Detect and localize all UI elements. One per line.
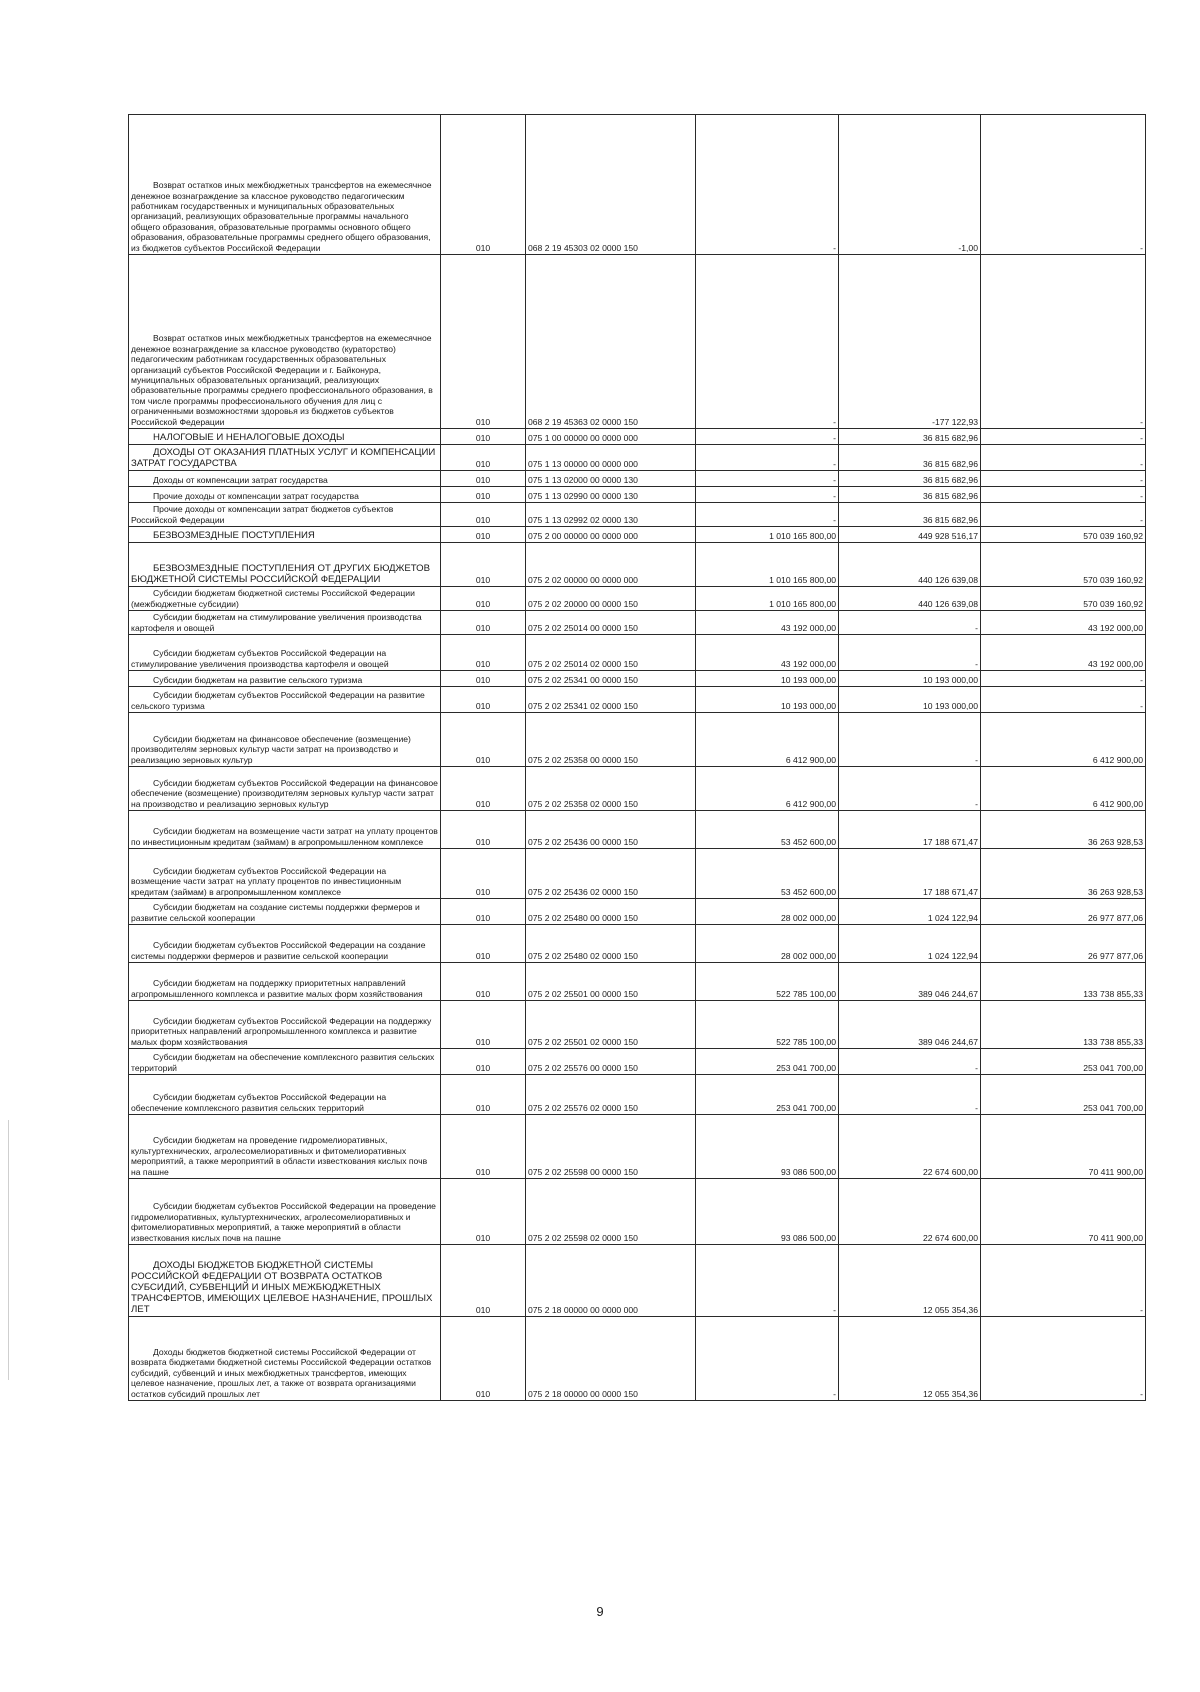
row-approved-amount: 522 785 100,00: [696, 963, 839, 1001]
row-name: БЕЗВОЗМЕЗДНЫЕ ПОСТУПЛЕНИЯ: [129, 527, 441, 543]
row-unexecuted-amount: 570 039 160,92: [981, 527, 1146, 543]
row-executed-amount: -: [839, 767, 981, 811]
table-row: [129, 1075, 1146, 1115]
row-kbk-code: 075 2 02 00000 00 0000 000: [526, 543, 696, 587]
row-approved-amount: 43 192 000,00: [696, 611, 839, 635]
row-executed-amount: 22 674 600,00: [839, 1115, 981, 1179]
table-row: [129, 487, 1146, 503]
row-code: 010: [441, 963, 526, 1001]
table-row: [129, 963, 1146, 1001]
row-executed-amount: 36 815 682,96: [839, 429, 981, 445]
row-code: 010: [441, 527, 526, 543]
row-kbk-code: 075 2 02 25576 00 0000 150: [526, 1049, 696, 1075]
table-row: [129, 899, 1146, 925]
row-unexecuted-amount: 43 192 000,00: [981, 611, 1146, 635]
row-executed-amount: 36 815 682,96: [839, 445, 981, 471]
row-executed-amount: 440 126 639,08: [839, 587, 981, 611]
row-kbk-code: 075 2 02 20000 00 0000 150: [526, 587, 696, 611]
row-name: БЕЗВОЗМЕЗДНЫЕ ПОСТУПЛЕНИЯ ОТ ДРУГИХ БЮДЖЕТОВ БЮДЖЕТНОЙ СИСТЕМЫ РОССИЙСКОЙ ФЕДЕРАЦИИ: [129, 543, 441, 587]
row-kbk-code: 075 1 13 00000 00 0000 000: [526, 445, 696, 471]
row-executed-amount: 12 055 354,36: [839, 1245, 981, 1317]
row-code: 010: [441, 671, 526, 687]
row-executed-amount: 1 024 122,94: [839, 899, 981, 925]
row-approved-amount: 93 086 500,00: [696, 1179, 839, 1245]
row-unexecuted-amount: 133 738 855,33: [981, 1001, 1146, 1049]
row-approved-amount: 10 193 000,00: [696, 671, 839, 687]
row-code: 010: [441, 849, 526, 899]
row-kbk-code: 068 2 19 45363 02 0000 150: [526, 255, 696, 429]
row-name: Возврат остатков иных межбюджетных трансфертов на ежемесячное денежное вознаграждение за классное руководство (кураторство) педагогическим работникам государственных образовательных организаций субъектов Российской Федерации и г. Байконура, муниципальных образовательных организаций, реализующих образовательные программы среднего профессионального образования, в том числе программы профессионального обучения для лиц с ограниченными возможностями здоровья из бюджетов субъектов Российской Федерации: [129, 255, 441, 429]
row-approved-amount: 522 785 100,00: [696, 1001, 839, 1049]
row-unexecuted-amount: 43 192 000,00: [981, 635, 1146, 671]
row-name: ДОХОДЫ БЮДЖЕТОВ БЮДЖЕТНОЙ СИСТЕМЫ РОССИЙСКОЙ ФЕДЕРАЦИИ ОТ ВОЗВРАТА ОСТАТКОВ СУБСИДИЙ, СУБВЕНЦИЙ И ИНЫХ МЕЖБЮДЖЕТНЫХ ТРАНСФЕРТОВ, ИМЕЮЩИХ ЦЕЛЕВОЕ НАЗНАЧЕНИЕ, ПРОШЛЫХ ЛЕТ: [129, 1245, 441, 1317]
row-kbk-code: 075 1 13 02990 00 0000 130: [526, 487, 696, 503]
table-row: [129, 1245, 1146, 1317]
row-unexecuted-amount: 570 039 160,92: [981, 587, 1146, 611]
row-kbk-code: 075 1 13 02992 02 0000 130: [526, 503, 696, 527]
row-executed-amount: -: [839, 713, 981, 767]
row-executed-amount: 449 928 516,17: [839, 527, 981, 543]
table-row: [129, 527, 1146, 543]
row-code: 010: [441, 1317, 526, 1401]
row-approved-amount: 28 002 000,00: [696, 899, 839, 925]
row-unexecuted-amount: 70 411 900,00: [981, 1179, 1146, 1245]
row-unexecuted-amount: 570 039 160,92: [981, 543, 1146, 587]
row-kbk-code: 075 2 00 00000 00 0000 000: [526, 527, 696, 543]
row-executed-amount: 17 188 671,47: [839, 811, 981, 849]
row-code: 010: [441, 1049, 526, 1075]
row-kbk-code: 075 2 18 00000 00 0000 000: [526, 1245, 696, 1317]
row-executed-amount: 36 815 682,96: [839, 471, 981, 487]
row-approved-amount: 53 452 600,00: [696, 849, 839, 899]
table-row: [129, 1001, 1146, 1049]
row-executed-amount: 10 193 000,00: [839, 671, 981, 687]
table-row: [129, 811, 1146, 849]
row-code: 010: [441, 811, 526, 849]
row-name: НАЛОГОВЫЕ И НЕНАЛОГОВЫЕ ДОХОДЫ: [129, 429, 441, 445]
row-code: 010: [441, 1001, 526, 1049]
row-kbk-code: 075 2 02 25358 00 0000 150: [526, 713, 696, 767]
row-approved-amount: 53 452 600,00: [696, 811, 839, 849]
row-unexecuted-amount: -: [981, 445, 1146, 471]
row-code: 010: [441, 767, 526, 811]
row-code: 010: [441, 587, 526, 611]
row-name: Субсидии бюджетам субъектов Российской Федерации на обеспечение комплексного развития сельских территорий: [129, 1075, 441, 1115]
row-kbk-code: 075 2 02 25341 00 0000 150: [526, 671, 696, 687]
row-approved-amount: -: [696, 115, 839, 255]
row-unexecuted-amount: 36 263 928,53: [981, 849, 1146, 899]
row-kbk-code: 075 2 02 25358 02 0000 150: [526, 767, 696, 811]
row-unexecuted-amount: 70 411 900,00: [981, 1115, 1146, 1179]
row-approved-amount: 1 010 165 800,00: [696, 543, 839, 587]
row-kbk-code: 075 2 02 25480 00 0000 150: [526, 899, 696, 925]
row-name: Возврат остатков иных межбюджетных трансфертов на ежемесячное денежное вознаграждение за классное руководство педагогическим работникам государственных и муниципальных образовательных организаций, реализующих образовательные программы начального общего образования, образовательные программы основного общего образования, образовательные программы среднего общего образования, из бюджетов субъектов Российской Федерации: [129, 115, 441, 255]
row-code: 010: [441, 487, 526, 503]
row-executed-amount: -: [839, 611, 981, 635]
row-kbk-code: 075 2 02 25501 02 0000 150: [526, 1001, 696, 1049]
row-name: Субсидии бюджетам на финансовое обеспечение (возмещение) производителям зерновых культур части затрат на производство и реализацию зерновых культур: [129, 713, 441, 767]
row-name: Прочие доходы от компенсации затрат государства: [129, 487, 441, 503]
row-kbk-code: 075 2 02 25014 00 0000 150: [526, 611, 696, 635]
row-code: 010: [441, 1115, 526, 1179]
row-code: 010: [441, 635, 526, 671]
row-executed-amount: -: [839, 635, 981, 671]
row-code: 010: [441, 115, 526, 255]
row-name: Субсидии бюджетам на возмещение части затрат на уплату процентов по инвестиционным кредитам (займам) в агропромышленном комплексе: [129, 811, 441, 849]
row-executed-amount: 389 046 244,67: [839, 963, 981, 1001]
row-unexecuted-amount: 133 738 855,33: [981, 963, 1146, 1001]
row-name: Субсидии бюджетам субъектов Российской Федерации на финансовое обеспечение (возмещение) производителям зерновых культур части затрат на производство и реализацию зерновых культур: [129, 767, 441, 811]
row-approved-amount: 1 010 165 800,00: [696, 527, 839, 543]
row-code: 010: [441, 899, 526, 925]
table-row: [129, 687, 1146, 713]
row-code: 010: [441, 1245, 526, 1317]
row-executed-amount: 440 126 639,08: [839, 543, 981, 587]
row-approved-amount: -: [696, 445, 839, 471]
page-number: 9: [596, 1604, 604, 1619]
row-unexecuted-amount: 26 977 877,06: [981, 925, 1146, 963]
row-approved-amount: 253 041 700,00: [696, 1075, 839, 1115]
row-name: Субсидии бюджетам субъектов Российской Федерации на создание системы поддержки фермеров и развитие сельской кооперации: [129, 925, 441, 963]
row-approved-amount: -: [696, 487, 839, 503]
table-row: [129, 1317, 1146, 1401]
table-row: [129, 713, 1146, 767]
table-row: [129, 611, 1146, 635]
row-approved-amount: 1 010 165 800,00: [696, 587, 839, 611]
row-name: Субсидии бюджетам на поддержку приоритетных направлений агропромышленного комплекса и развитие малых форм хозяйствования: [129, 963, 441, 1001]
row-name: Прочие доходы от компенсации затрат бюджетов субъектов Российской Федерации: [129, 503, 441, 527]
row-code: 010: [441, 1075, 526, 1115]
table-row: [129, 1115, 1146, 1179]
row-name: Субсидии бюджетам на развитие сельского туризма: [129, 671, 441, 687]
income-table: [128, 114, 1146, 1401]
row-executed-amount: 36 815 682,96: [839, 503, 981, 527]
row-unexecuted-amount: 6 412 900,00: [981, 713, 1146, 767]
row-name: Субсидии бюджетам субъектов Российской Федерации на стимулирование увеличения производства картофеля и овощей: [129, 635, 441, 671]
row-code: 010: [441, 429, 526, 445]
row-executed-amount: 12 055 354,36: [839, 1317, 981, 1401]
table-row: [129, 471, 1146, 487]
row-code: 010: [441, 611, 526, 635]
row-kbk-code: 075 2 02 25341 02 0000 150: [526, 687, 696, 713]
row-approved-amount: -: [696, 503, 839, 527]
row-name: Субсидии бюджетам субъектов Российской Федерации на проведение гидромелиоративных, культуртехнических, агролесомелиоративных и фитомелиоративных мероприятий, а также мероприятий в области известкования кислых почв на пашне: [129, 1179, 441, 1245]
row-unexecuted-amount: -: [981, 429, 1146, 445]
row-name: Субсидии бюджетам субъектов Российской Федерации на поддержку приоритетных направлений агропромышленного комплекса и развитие малых форм хозяйствования: [129, 1001, 441, 1049]
row-kbk-code: 075 2 02 25480 02 0000 150: [526, 925, 696, 963]
row-approved-amount: -: [696, 1245, 839, 1317]
table-row: [129, 429, 1146, 445]
row-code: 010: [441, 503, 526, 527]
table-row: [129, 849, 1146, 899]
row-code: 010: [441, 445, 526, 471]
row-approved-amount: 43 192 000,00: [696, 635, 839, 671]
row-unexecuted-amount: -: [981, 687, 1146, 713]
row-kbk-code: 075 2 02 25598 00 0000 150: [526, 1115, 696, 1179]
table-row: [129, 115, 1146, 255]
table-row: [129, 255, 1146, 429]
row-code: 010: [441, 1179, 526, 1245]
row-unexecuted-amount: 36 263 928,53: [981, 811, 1146, 849]
row-unexecuted-amount: -: [981, 503, 1146, 527]
row-kbk-code: 075 2 02 25598 02 0000 150: [526, 1179, 696, 1245]
row-name: ДОХОДЫ ОТ ОКАЗАНИЯ ПЛАТНЫХ УСЛУГ И КОМПЕНСАЦИИ ЗАТРАТ ГОСУДАРСТВА: [129, 445, 441, 471]
row-unexecuted-amount: -: [981, 255, 1146, 429]
row-kbk-code: 075 2 02 25436 00 0000 150: [526, 811, 696, 849]
row-executed-amount: 10 193 000,00: [839, 687, 981, 713]
row-kbk-code: 068 2 19 45303 02 0000 150: [526, 115, 696, 255]
row-unexecuted-amount: 6 412 900,00: [981, 767, 1146, 811]
table-row: [129, 503, 1146, 527]
row-kbk-code: 075 1 00 00000 00 0000 000: [526, 429, 696, 445]
row-executed-amount: -: [839, 1049, 981, 1075]
row-executed-amount: 1 024 122,94: [839, 925, 981, 963]
row-approved-amount: 28 002 000,00: [696, 925, 839, 963]
row-name: Доходы бюджетов бюджетной системы Российской Федерации от возврата бюджетами бюджетной системы Российской Федерации остатков субсидий, субвенций и иных межбюджетных трансфертов, имеющих целевое назначение, прошлых лет, а также от возврата организациями остатков субсидий прошлых лет: [129, 1317, 441, 1401]
table-row: [129, 767, 1146, 811]
row-code: 010: [441, 471, 526, 487]
row-kbk-code: 075 2 02 25014 02 0000 150: [526, 635, 696, 671]
row-name: Субсидии бюджетам на проведение гидромелиоративных, культуртехнических, агролесомелиоративных и фитомелиоративных мероприятий, а также мероприятий в области известкования кислых почв на пашне: [129, 1115, 441, 1179]
row-name: Субсидии бюджетам на стимулирование увеличения производства картофеля и овощей: [129, 611, 441, 635]
row-approved-amount: 93 086 500,00: [696, 1115, 839, 1179]
row-executed-amount: 36 815 682,96: [839, 487, 981, 503]
row-kbk-code: 075 2 02 25576 02 0000 150: [526, 1075, 696, 1115]
row-approved-amount: -: [696, 429, 839, 445]
row-name: Субсидии бюджетам на обеспечение комплексного развития сельских территорий: [129, 1049, 441, 1075]
row-code: 010: [441, 713, 526, 767]
row-unexecuted-amount: -: [981, 671, 1146, 687]
table-row: [129, 587, 1146, 611]
row-code: 010: [441, 543, 526, 587]
row-unexecuted-amount: -: [981, 1245, 1146, 1317]
row-name: Субсидии бюджетам бюджетной системы Российской Федерации (межбюджетные субсидии): [129, 587, 441, 611]
row-unexecuted-amount: 253 041 700,00: [981, 1049, 1146, 1075]
row-code: 010: [441, 255, 526, 429]
table-row: [129, 543, 1146, 587]
row-code: 010: [441, 687, 526, 713]
row-unexecuted-amount: -: [981, 1317, 1146, 1401]
scan-artifact-line: [8, 1120, 9, 1380]
table-row: [129, 1179, 1146, 1245]
row-unexecuted-amount: -: [981, 471, 1146, 487]
row-approved-amount: -: [696, 255, 839, 429]
row-kbk-code: 075 2 02 25501 00 0000 150: [526, 963, 696, 1001]
row-kbk-code: 075 2 18 00000 00 0000 150: [526, 1317, 696, 1401]
row-unexecuted-amount: -: [981, 487, 1146, 503]
row-unexecuted-amount: 253 041 700,00: [981, 1075, 1146, 1115]
row-approved-amount: -: [696, 1317, 839, 1401]
row-executed-amount: -: [839, 1075, 981, 1115]
row-executed-amount: -177 122,93: [839, 255, 981, 429]
table-row: [129, 1049, 1146, 1075]
row-approved-amount: -: [696, 471, 839, 487]
row-kbk-code: 075 2 02 25436 02 0000 150: [526, 849, 696, 899]
row-unexecuted-amount: -: [981, 115, 1146, 255]
row-executed-amount: 389 046 244,67: [839, 1001, 981, 1049]
row-name: Субсидии бюджетам субъектов Российской Федерации на возмещение части затрат на уплату процентов по инвестиционным кредитам (займам) в агропромышленном комплексе: [129, 849, 441, 899]
row-code: 010: [441, 925, 526, 963]
row-name: Субсидии бюджетам субъектов Российской Федерации на развитие сельского туризма: [129, 687, 441, 713]
row-approved-amount: 6 412 900,00: [696, 713, 839, 767]
row-executed-amount: 22 674 600,00: [839, 1179, 981, 1245]
row-approved-amount: 6 412 900,00: [696, 767, 839, 811]
table-row: [129, 925, 1146, 963]
table-row: [129, 671, 1146, 687]
table-row: [129, 445, 1146, 471]
row-approved-amount: 10 193 000,00: [696, 687, 839, 713]
row-executed-amount: 17 188 671,47: [839, 849, 981, 899]
row-name: Доходы от компенсации затрат государства: [129, 471, 441, 487]
row-kbk-code: 075 1 13 02000 00 0000 130: [526, 471, 696, 487]
income-table-body: [129, 115, 1146, 1401]
table-row: [129, 635, 1146, 671]
row-executed-amount: -1,00: [839, 115, 981, 255]
row-approved-amount: 253 041 700,00: [696, 1049, 839, 1075]
row-unexecuted-amount: 26 977 877,06: [981, 899, 1146, 925]
row-name: Субсидии бюджетам на создание системы поддержки фермеров и развитие сельской кооперации: [129, 899, 441, 925]
